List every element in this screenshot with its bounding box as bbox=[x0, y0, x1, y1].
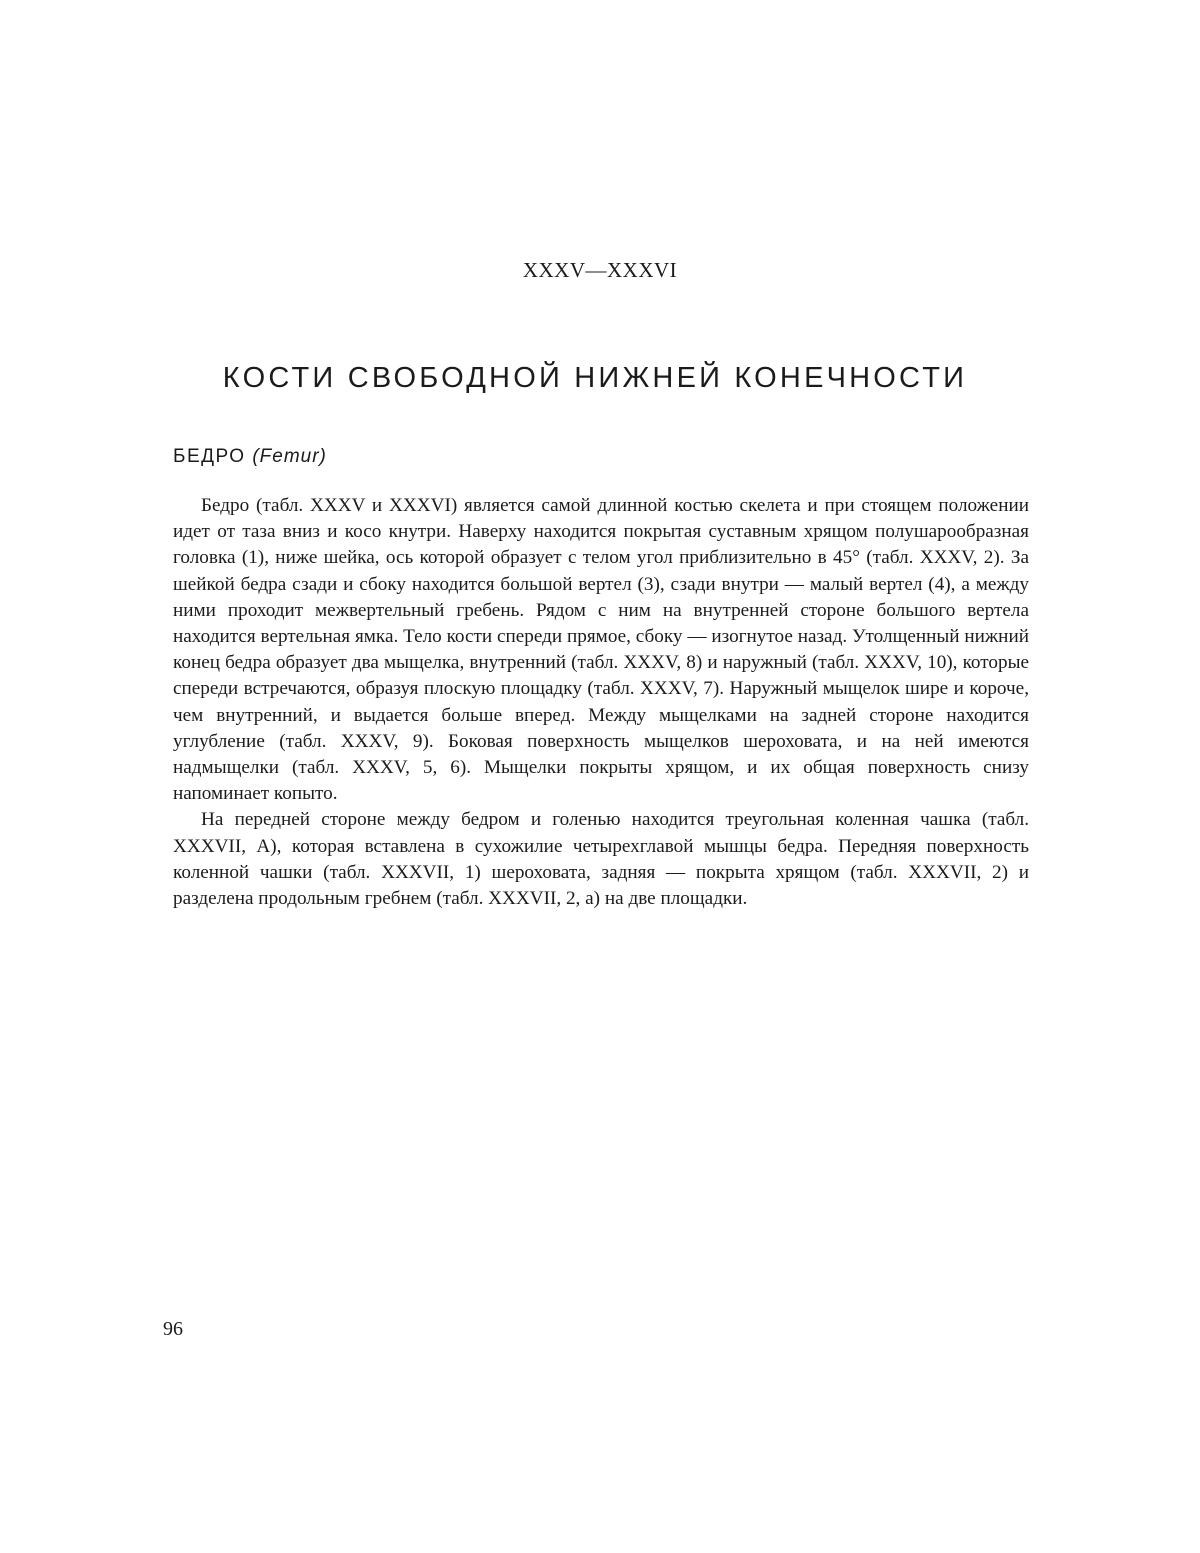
body-text bbox=[173, 493, 1029, 912]
section-heading-title: БЕДРО bbox=[173, 446, 246, 467]
chapter-title: КОСТИ СВОБОДНОЙ НИЖНЕЙ КОНЕЧНОСТИ bbox=[222, 362, 968, 394]
page-number: 96 bbox=[163, 1318, 183, 1340]
section-heading-latin: (Femur) bbox=[252, 446, 327, 467]
paragraph-femur: Бедро (табл. XXXV и XXXVI) является самой длинной костью скелета и при стоящем положении идет от таза вниз и косо кнутри. Наверху находится покрытая суставным хрящом полушарообразная головка (1), ниже шейка, ось которой образует с телом угол приблизительно в 45° (табл. XXXV, 2). За шейкой бедра сзади и сбоку находится большой вертел (3), сзади внутри — малый вертел (4), а между ними проходит межвертельный гребень. Рядом с ним на внутренней стороне большого вертела находится вертельная ямка. Тело кости спереди прямое, сбоку — изогнутое назад. Утолщенный нижний конец бедра образует два мыщелка, внутренний (табл. XXXV, 8) и наружный (табл. XXXV, 10), которые спереди встречаются, образуя плоскую площадку (табл. XXXV, 7). Наружный мыщелок шире и короче, чем внутренний, и выдается больше вперед. Между мыщелками на задней стороне находится углубление (табл. XXXV, 9). Боковая поверхность мыщелков шероховата, и на ней имеются надмыщелки (табл. XXXV, 5, 6). Мыщелки покрыты хрящом, и их общая поверхность снизу напоминает копыто. bbox=[173, 495, 1029, 805]
section-heading bbox=[173, 446, 327, 468]
plates-reference: XXXV—XXXVI bbox=[522, 258, 678, 282]
paragraph-patella: На передней стороне между бедром и голенью находится треугольная коленная чашка (табл. XXXVII, А), которая вставлена в сухожилие четырехглавой мышцы бедра. Передняя поверхность коленной чашки (табл. XXXVII, 1) шероховата, задняя — покрыта хрящом (табл. XXXVII, 2) и разделена продольным гребнем (табл. XXXVII, 2, а) на две площадки. bbox=[173, 809, 1029, 910]
